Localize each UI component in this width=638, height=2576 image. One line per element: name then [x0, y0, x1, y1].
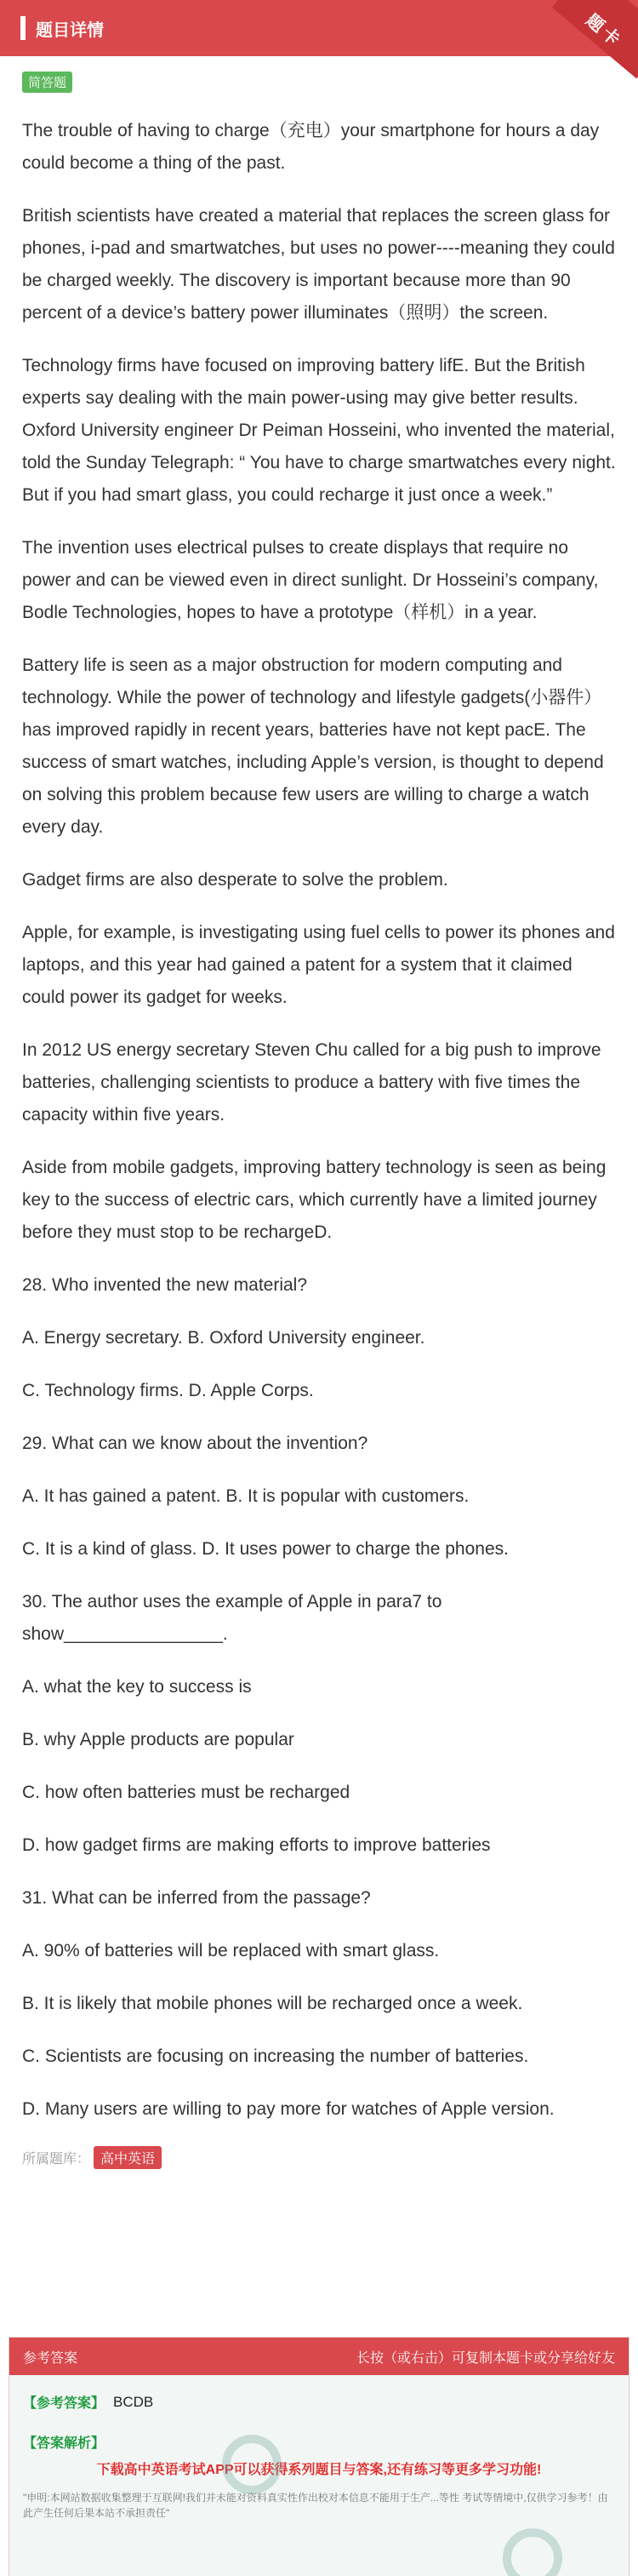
- page-title: 题目详情: [36, 20, 104, 40]
- watermark-logo-icon: [503, 2528, 562, 2576]
- question-option: A. 90% of batteries will be replaced with smart glass.: [22, 1941, 440, 1961]
- download-app-promo-link[interactable]: 下载高中英语考试APP可以获得系列题目与答案,还有练习等更多学习功能!: [96, 2463, 542, 2477]
- question-stem: 30. The author uses the example of Apple in para7 to show________________.: [22, 1592, 442, 1644]
- question-stem: 29. What can we know about the invention?: [22, 1434, 368, 1453]
- reference-answer-value: BCDB: [113, 2393, 154, 2410]
- question-option: C. It is a kind of glass. D. It uses power to charge the phones.: [22, 1539, 509, 1559]
- question-option: C. how often batteries must be recharged: [22, 1783, 350, 1802]
- passage-paragraph: Apple, for example, is investigating using fuel cells to power its phones and laptops, and this year had gained a patent for a system that it claimed could power its gadget for weeks.: [22, 923, 615, 1007]
- copy-share-hint[interactable]: 长按（或右击）可复制本题卡或分享给好友: [356, 2350, 615, 2366]
- disclaimer-text: "申明:本网站数据收集整理于互联网!我们并未能对资料真实性作出校对本信息不能用于生产...等性 考试等情境中,仅供学习参考！由此产生任何后果本站不承担责任": [23, 2492, 608, 2519]
- reference-answer-row: [23, 2392, 615, 2412]
- passage-paragraph: Aside from mobile gadgets, improving battery technology is seen as being key to the success of electric cars, which currently have a limited journey before they must stop to be rechargeD.: [22, 1158, 607, 1242]
- subject-tag[interactable]: 高中英语: [94, 2146, 162, 2169]
- header-bar: [20, 16, 26, 40]
- answer-card-header: [9, 2338, 629, 2375]
- question-option: A. It has gained a patent. B. It is popular with customers.: [22, 1486, 470, 1506]
- answer-header-title: 参考答案: [23, 2350, 78, 2366]
- question-type-badge: 简答题: [22, 72, 72, 93]
- question-option: B. why Apple products are popular: [22, 1730, 294, 1749]
- question-content: [0, 56, 638, 2169]
- question-stem: 28. Who invented the new material?: [22, 1275, 308, 1295]
- answer-analysis-label: 【答案解析】: [23, 2436, 105, 2451]
- passage-paragraph: In 2012 US energy secretary Steven Chu called for a big push to improve batteries, challenging scientists to produce a battery with five times the capacity within five years.: [22, 1040, 601, 1125]
- reference-answer-label: 【参考答案】: [23, 2396, 105, 2411]
- question-card-corner-button[interactable]: 题卡: [552, 0, 638, 78]
- passage-paragraph: The invention uses electrical pulses to create displays that require no power and can be viewed even in direct sunlight. Dr Hosseini’s company, Bodle Technologies, hopes to have a prototype（样机）in a year.: [22, 538, 599, 622]
- answer-card: [9, 2337, 629, 2576]
- question-option: D. Many users are willing to pay more for watches of Apple version.: [22, 2099, 555, 2119]
- passage-paragraph: The trouble of having to charge（充电）your smartphone for hours a day could become a thing of the past.: [22, 121, 600, 173]
- question-option: A. Energy secretary. B. Oxford University engineer.: [22, 1328, 425, 1348]
- question-stem: 31. What can be inferred from the passage?: [22, 1888, 371, 1908]
- passage-paragraph: British scientists have created a material that replaces the screen glass for phones, i-pad and smartwatches, but uses no power----meaning they could be charged weekly. The discovery is important because more than 90 percent of a device’s battery power illuminates（照明）the screen.: [22, 206, 615, 323]
- passage-paragraph: Battery life is seen as a major obstruction for modern computing and technology. While the power of technology and lifestyle gadgets(小器件）has improved rapidly in recent years, batteries have not kept pacE. The success of smart watches, including Apple’s version, is thought to depend on solving this problem because few users are willing to charge a watch every day.: [22, 655, 604, 837]
- question-option: C. Technology firms. D. Apple Corps.: [22, 1381, 314, 1400]
- header: [0, 0, 638, 56]
- passage-paragraph: Gadget firms are also desperate to solve the problem.: [22, 870, 448, 890]
- subject-row: [22, 2146, 616, 2169]
- question-option: A. what the key to success is: [22, 1677, 252, 1697]
- question-option: C. Scientists are focusing on increasing the number of batteries.: [22, 2046, 529, 2066]
- watermark-logo-icon: [222, 2435, 282, 2494]
- passage-paragraph: Technology firms have focused on improving battery lifE. But the British experts say dealing with the main power-using may give better results. Oxford University engineer Dr Peiman Hosseini, who invented the material, told the Sunday Telegraph: “ You have to charge smartwatches every night. But if you had smart glass, you could recharge it just once a week.”: [22, 356, 616, 505]
- question-option: D. how gadget firms are making efforts to improve batteries: [22, 1835, 491, 1855]
- question-option: B. It is likely that mobile phones will be recharged once a week.: [22, 1994, 523, 2013]
- answer-card-body: [9, 2375, 629, 2576]
- subject-label: 所属题库：: [22, 2152, 91, 2167]
